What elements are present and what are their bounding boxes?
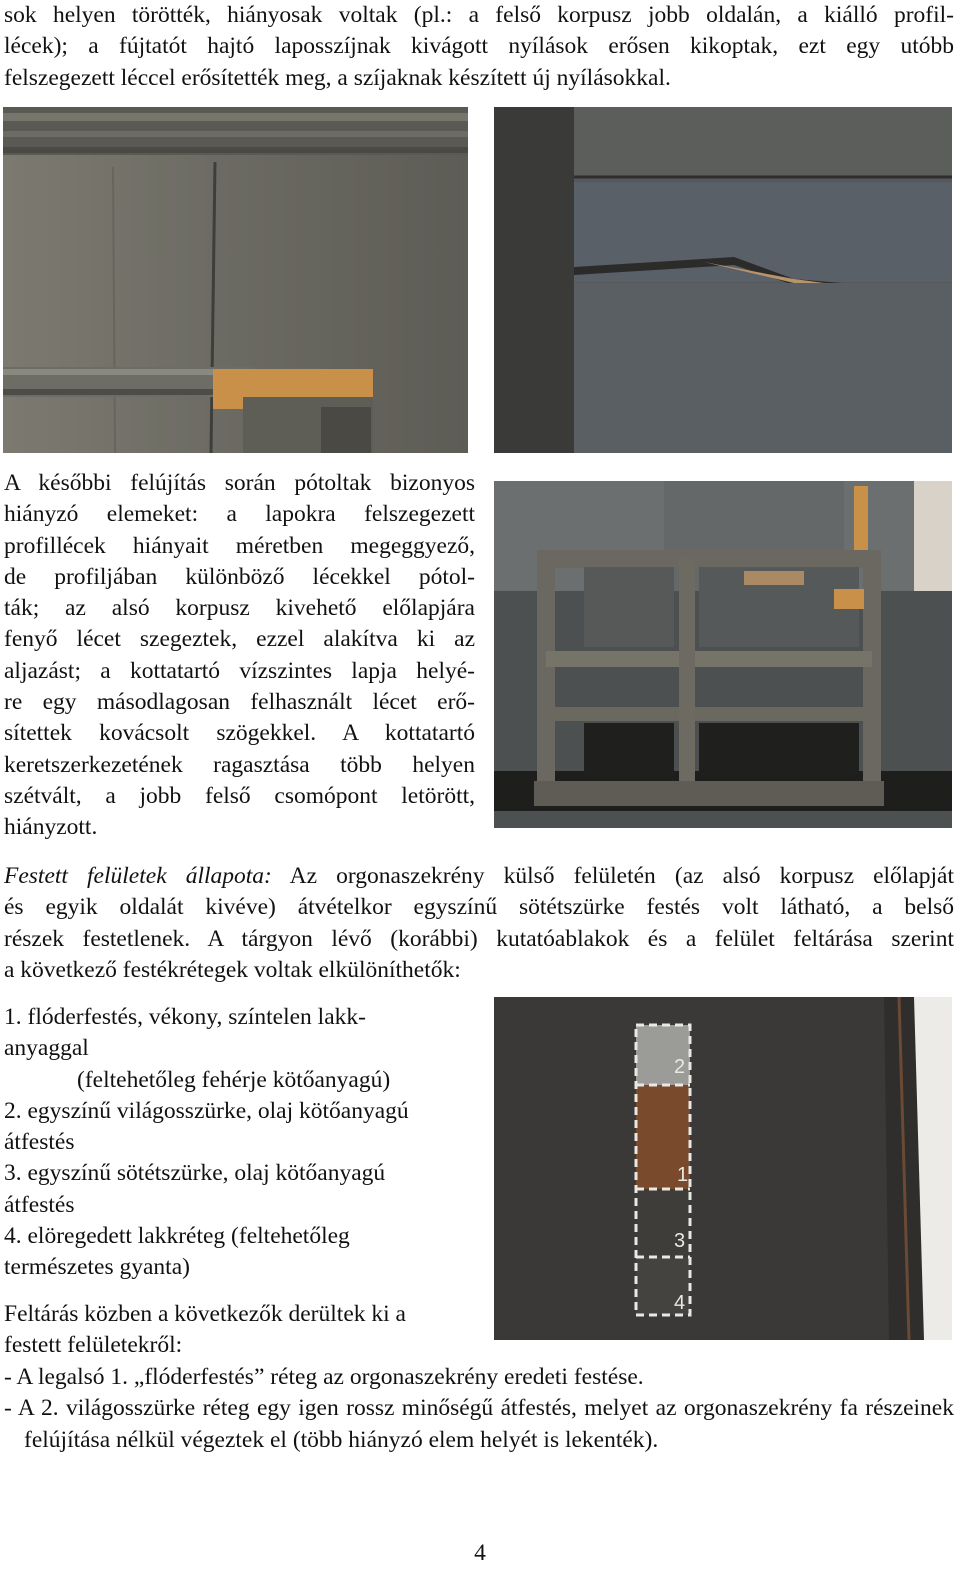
layer-label: 2 — [674, 1056, 686, 1078]
restoration-line: aljazást; a kottatartó vízszintes lapja helyé- — [4, 657, 475, 684]
layer-item: 4. elöregedett lakkréteg (feltehetőleg — [4, 1223, 350, 1250]
restoration-line: ták; az alsó korpusz kivehető előlapjára — [4, 595, 475, 622]
photo-music-stand-frame — [494, 481, 952, 828]
layer-item: anyaggal — [4, 1035, 89, 1062]
restoration-line: fenyő lécet szegeztek, ezzel alakítva ki az — [4, 626, 475, 653]
findings-intro-line: Feltárás közben a következők derültek ki a — [4, 1301, 406, 1327]
intro-line: lécek); a fújtatót hajtó laposszíjnak kivágott nyílások erősen kikoptak, ezt egy utóbb — [4, 33, 954, 60]
painted-line: részek festetlenek. A tárgyon lévő (korábbi) kutatóablakok és a felület feltárása szerint — [4, 925, 954, 952]
finding-item: - A legalsó 1. „flóderfestés” réteg az orgonaszekrény eredeti festése. — [4, 1364, 644, 1390]
painted-line: a következő festékrétegek voltak elkülöníthetők: — [4, 956, 461, 983]
restoration-paragraph — [4, 468, 475, 844]
restoration-line: keretszerkezetének ragasztása több helyen — [4, 751, 475, 778]
restoration-line: A későbbi felújítás során pótoltak bizonyos — [4, 470, 475, 496]
layer-item: 1. flóderfestés, vékony, színtelen lakk- — [4, 1004, 366, 1030]
intro-line: felszegezett léccel erősítették meg, a szíjaknak készített új nyílásokkal. — [4, 64, 671, 91]
restoration-line: hiányzó elemeket: a lapokra felszegezett — [4, 501, 475, 528]
restoration-line: re egy másodlagosan felhasznált lécet erő- — [4, 689, 475, 716]
layer-label: 1 — [677, 1164, 689, 1186]
restoration-line: hiányzott. — [4, 814, 98, 841]
photo-paint-layer-window — [494, 997, 952, 1340]
restoration-line: profillécek hiányait méretben megeggyező, — [4, 532, 475, 559]
photo-panel-profile-repair — [3, 107, 468, 453]
intro-paragraph — [4, 0, 954, 94]
findings-list — [4, 1362, 954, 1456]
layer-item: átfestés — [4, 1129, 75, 1156]
layer-item: átfestés — [4, 1191, 75, 1218]
layer-label: 3 — [674, 1230, 686, 1252]
painted-line: és egyik oldalát kivéve) átvételkor egyszínű sötétszürke festés volt látható, a belső — [4, 894, 954, 921]
photo-cracked-board — [494, 107, 952, 453]
painted-paragraph — [4, 861, 954, 986]
intro-line: sok helyen törötték, hiányosak voltak (pl.: a felső korpusz jobb oldalán, a kiálló profil- — [4, 2, 954, 28]
restoration-line: szétvált, a jobb felső csomópont letörött, — [4, 782, 475, 809]
painted-line-first — [4, 861, 954, 892]
painted-line: Az orgonaszekrény külső felületén (az alsó korpusz előlapját — [289, 863, 954, 889]
painted-label: Festett felületek állapota: — [4, 863, 272, 889]
layer-item: (feltehetőleg fehérje kötőanyagú) — [77, 1066, 391, 1093]
layer-item: 2. egyszínű világosszürke, olaj kötőanyagú — [4, 1097, 409, 1124]
restoration-line: de profiljában különböző lécekkel pótol- — [4, 563, 475, 590]
layer-label: 4 — [674, 1292, 686, 1314]
page-number: 4 — [474, 1540, 486, 1566]
layer-item: 3. egyszínű sötétszürke, olaj kötőanyagú — [4, 1160, 386, 1187]
findings-intro — [4, 1299, 484, 1362]
finding-item: - A 2. világosszürke réteg egy igen rossz minőségű átfestés, melyet az orgonaszekrény fa részeinek felújítása nélkül végeztek el (több hiányzó elem helyét is lekenték). — [4, 1395, 954, 1453]
paint-layers-list — [4, 1002, 484, 1284]
restoration-line: sítettek kovácsolt szögekkel. A kottatartó — [4, 720, 475, 747]
findings-intro-line: festett felületekről: — [4, 1332, 183, 1359]
layer-item: természetes gyanta) — [4, 1254, 190, 1281]
